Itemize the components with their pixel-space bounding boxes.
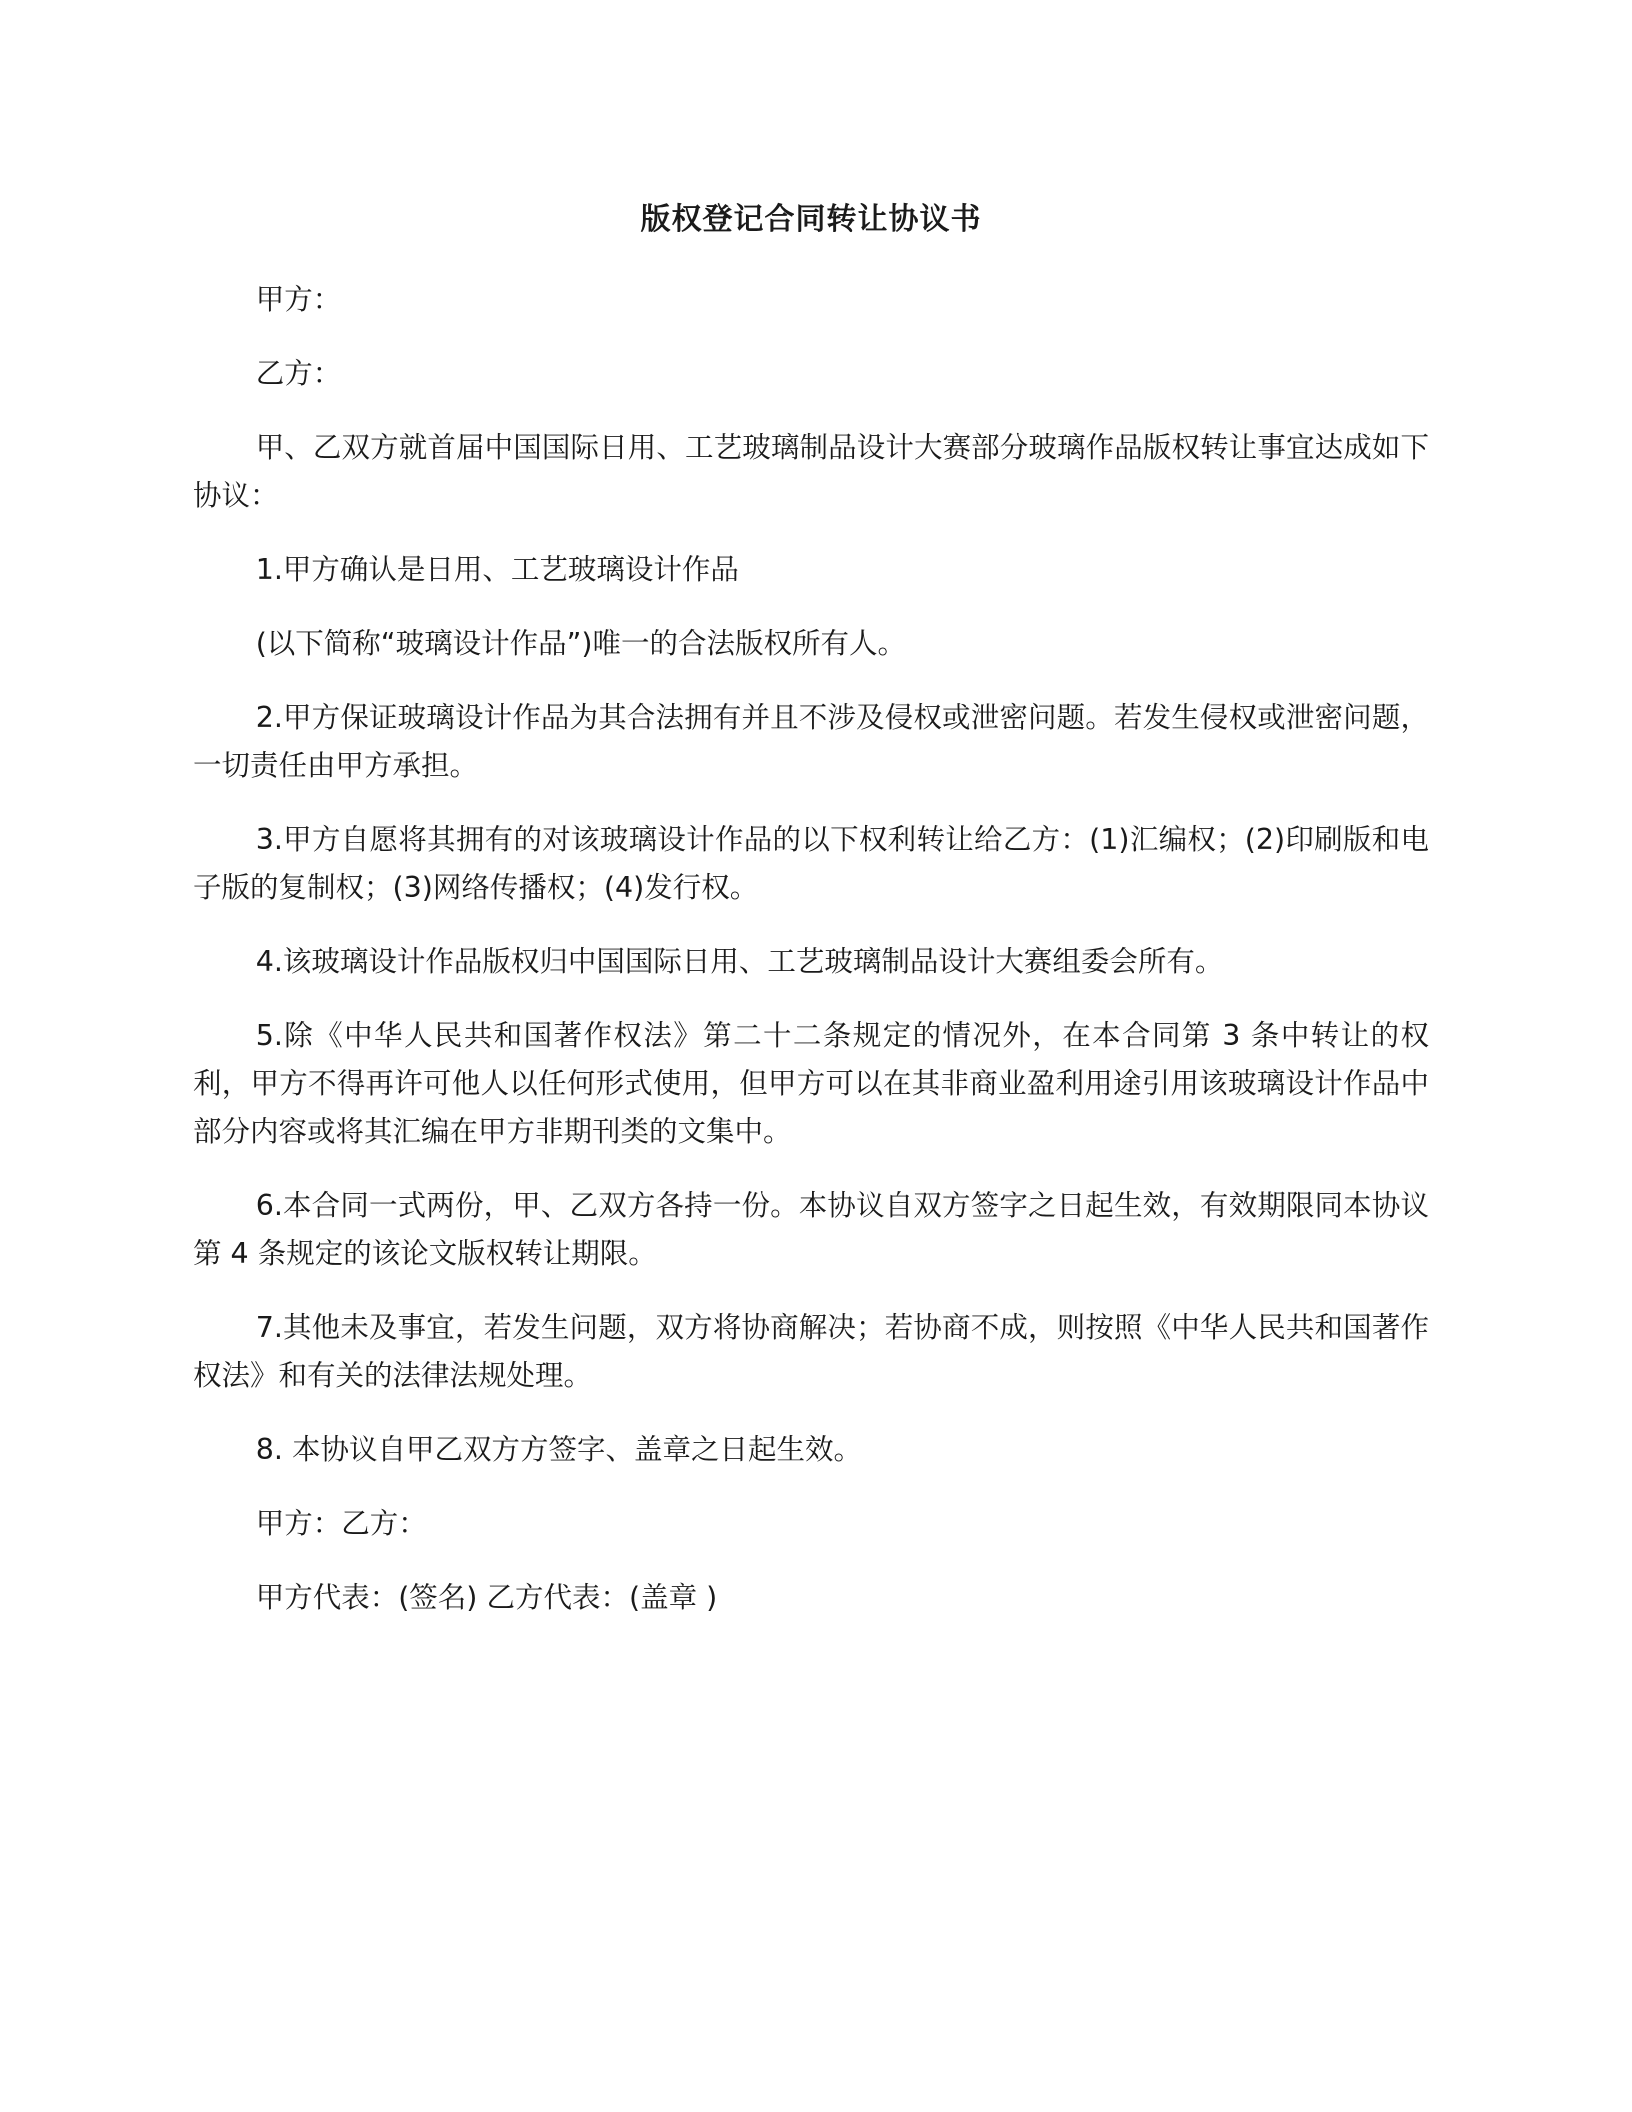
clause-4: 4.该玻璃设计作品版权归中国国际日用、工艺玻璃制品设计大赛组委会所有。 <box>255 945 1224 978</box>
clause-8: 8. 本协议自甲乙双方方签字、盖章之日起生效。 <box>255 1433 862 1466</box>
clause-6: 6.本合同一式两份，甲、乙双方各持一份。本协议自双方签字之日起生效，有效期限同本协议第 4 条规定的该论文版权转让期限。 <box>193 1189 1429 1270</box>
intro-paragraph: 甲、乙双方就首届中国国际日用、工艺玻璃制品设计大赛部分玻璃作品版权转让事宜达成如下协议： <box>193 431 1429 512</box>
party-b-line: 乙方： <box>255 357 342 390</box>
clause-1-continued: (以下简称“玻璃设计作品”)唯一的合法版权所有人。 <box>255 627 906 660</box>
clause-1: 1.甲方确认是日用、工艺玻璃设计作品 <box>255 553 739 586</box>
party-a-line: 甲方： <box>255 283 342 316</box>
document-body <box>193 200 1429 1648</box>
document-title: 版权登记合同转让协议书 <box>640 202 982 237</box>
clause-3: 3.甲方自愿将其拥有的对该玻璃设计作品的以下权利转让给乙方：(1)汇编权；(2)印刷版和电子版的复制权；(3)网络传播权；(4)发行权。 <box>193 823 1429 904</box>
signature-representatives-line: 甲方代表：(签名) 乙方代表：(盖章 ) <box>255 1581 718 1614</box>
clause-7: 7.其他未及事宜，若发生问题，双方将协商解决；若协商不成，则按照《中华人民共和国著作权法》和有关的法律法规处理。 <box>193 1311 1429 1392</box>
clause-2: 2.甲方保证玻璃设计作品为其合法拥有并且不涉及侵权或泄密问题。若发生侵权或泄密问题，一切责任由甲方承担。 <box>193 701 1429 782</box>
clause-5: 5.除《中华人民共和国著作权法》第二十二条规定的情况外，在本合同第 3 条中转让的权利，甲方不得再许可他人以任何形式使用，但甲方可以在其非商业盈利用途引用该玻璃设计作品中部分内容或将其汇编在甲方非期刊类的文集中。 <box>193 1019 1429 1148</box>
signature-parties-line: 甲方：乙方： <box>255 1507 427 1540</box>
